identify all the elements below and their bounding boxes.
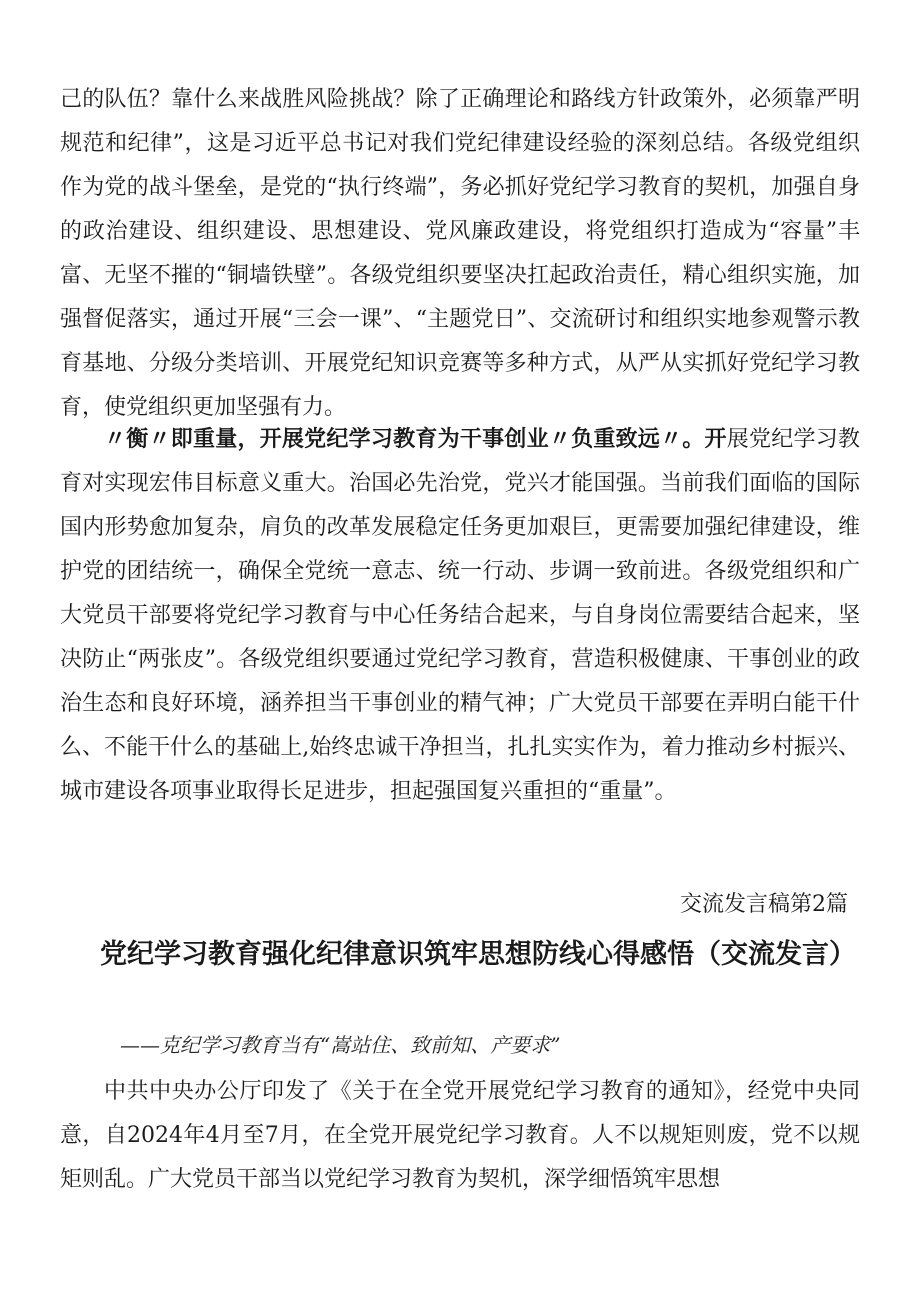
- article-number: 交流发言稿第2篇: [680, 892, 848, 917]
- article-title: 党纪学习教育强化纪律意识筑牢思想防线心得感悟（交流发言）: [100, 939, 856, 970]
- body-paragraph-1: 己的队伍？靠什么来战胜风险挑战？除了正确理论和路线方针政策外，必须靠严明规范和纪律”，这是习近平总书记对我们党纪律建设经验的深刻总结。各级党组织作为党的战斗堡垒，是党的“执行终端”，务必抓好党纪学习教育的契机，加强自身的政治建设、组织建设、思想建设、党风廉政建设，将党组织打造成为“容量”丰富、无坚不摧的“铜墙铁壁”。各级党组织要坚决扛起政治责任，精心组织实施，加强督促落实，通过开展“三会一课”、“主题党日”、交流研讨和组织实地参观警示教育基地、分级分类培训、开展党纪知识竞赛等多种方式，从严从实抓好党纪学习教育，使党组织更加坚强有力。: [60, 87, 860, 420]
- body-paragraph-2: [60, 418, 860, 814]
- paragraph-lead-heading: 〃衡〃即重量，开展党纪学习教育为干事创业〃负重致远〃。开: [104, 427, 727, 452]
- body-paragraph-3: 中共中央办公厅印发了《关于在全党开展党纪学习教育的通知》，经党中央同意，自2024年4月至7月，在全党开展党纪学习教育。人不以规矩则废，党不以规矩则乱。广大党员干部当以党纪学习教育为契机，深学细悟筑牢思想: [60, 1079, 860, 1192]
- paragraph-2-text: 展党纪学习教育对实现宏伟目标意义重大。治国必先治党，党兴才能国强。当前我们面临的国际国内形势愈加复杂，肩负的改革发展稳定任务更加艰巨，更需要加强纪律建设，维护党的团结统一，确保全党统一意志、统一行动、步调一致前进。各级党组织和广大党员干部要将党纪学习教育与中心任务结合起来，与自身岗位需要结合起来，坚决防止“两张皮”。各级党组织要通过党纪学习教育，营造积极健康、干事创业的政治生态和良好环境，涵养担当干事创业的精气神；广大党员干部要在弄明白能干什么、不能干什么的基础上,始终忠诚干净担当，扎扎实实作为，着力推动乡村振兴、城市建设各项事业取得长足进步，担起强国复兴重担的“重量”。: [60, 427, 860, 804]
- article-subtitle: ——克纪学习教育当有“嵩站住、致前知、产要求”: [120, 1033, 561, 1057]
